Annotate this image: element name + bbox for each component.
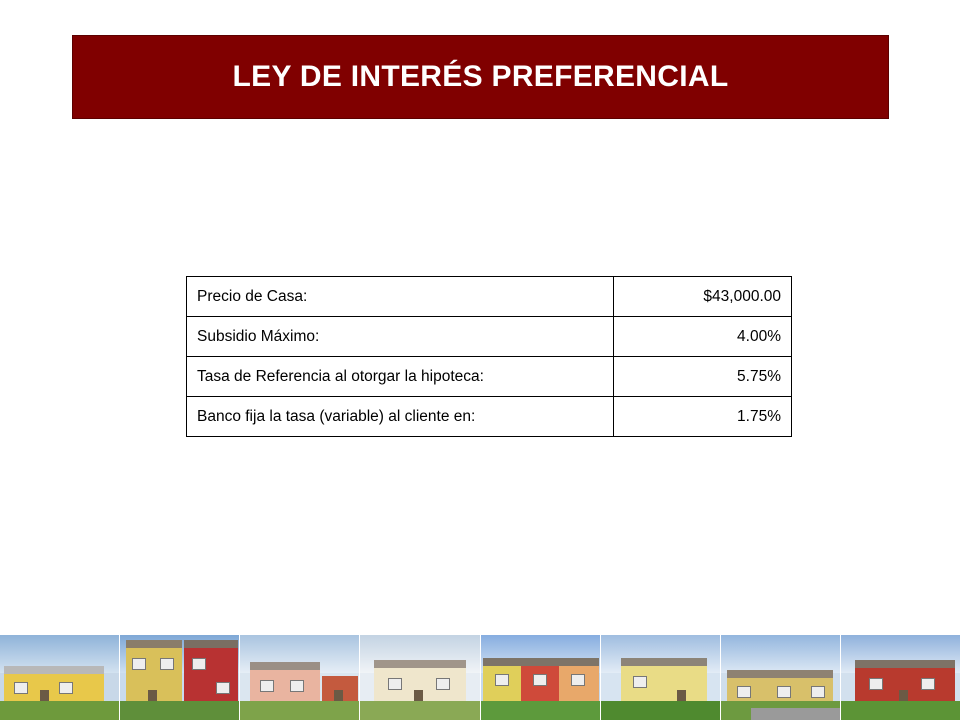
table-row [187, 317, 792, 357]
row-value-house-price: $43,000.00 [614, 277, 792, 317]
house-photo-4 [360, 635, 480, 720]
house-photo-7 [721, 635, 841, 720]
house-photo-1 [0, 635, 120, 720]
row-label-max-subsidy: Subsidio Máximo: [187, 317, 614, 357]
house-photo-5 [481, 635, 601, 720]
table-row [187, 277, 792, 317]
table-row [187, 397, 792, 437]
house-photo-strip [0, 635, 960, 720]
house-photo-3 [240, 635, 360, 720]
row-label-bank-rate: Banco fija la tasa (variable) al cliente en: [187, 397, 614, 437]
house-photo-8 [841, 635, 960, 720]
table-row [187, 357, 792, 397]
row-label-house-price: Precio de Casa: [187, 277, 614, 317]
house-photo-6 [601, 635, 721, 720]
row-value-reference-rate: 5.75% [614, 357, 792, 397]
house-photo-2 [120, 635, 240, 720]
row-label-reference-rate: Tasa de Referencia al otorgar la hipoteca: [187, 357, 614, 397]
row-value-bank-rate: 1.75% [614, 397, 792, 437]
page-title: LEY DE INTERÉS PREFERENCIAL [232, 60, 729, 93]
mortgage-table [186, 276, 792, 437]
row-value-max-subsidy: 4.00% [614, 317, 792, 357]
title-banner [72, 35, 889, 119]
